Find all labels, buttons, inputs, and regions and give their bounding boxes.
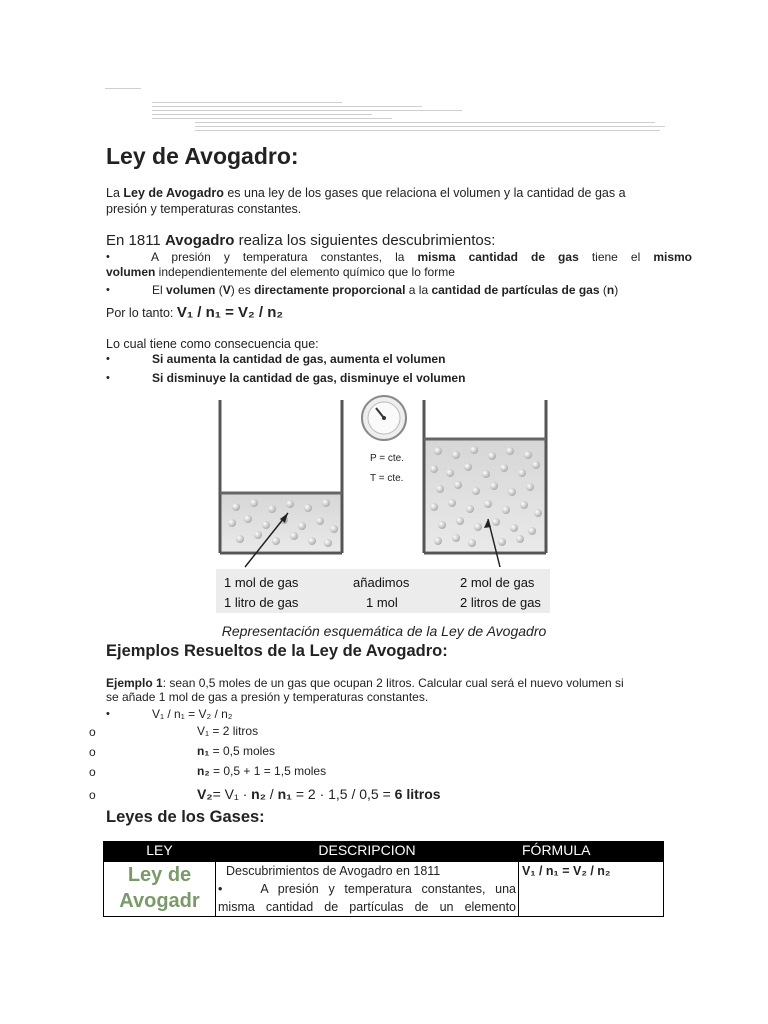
header-ley: LEY: [104, 842, 216, 862]
examples-heading: Ejemplos Resueltos de la Ley de Avogadro:: [106, 642, 448, 660]
law-name-cell: Ley de Avogadr: [104, 862, 216, 917]
list-marker: o: [89, 788, 96, 802]
table-row: [104, 862, 664, 917]
list-marker: o: [89, 745, 96, 759]
mid-label-1: añadimos: [353, 575, 410, 590]
header-fine-print: [105, 88, 665, 132]
header-formula: FÓRMULA: [519, 842, 664, 862]
pressure-gauge-icon: [362, 396, 406, 440]
law-description-cell: Descubrimientos de Avogadro en 1811 • A presión y temperatura constantes, una misma cantidad de partículas de un elemento: [216, 862, 519, 917]
avogadro-figure: [210, 395, 558, 617]
list-marker: o: [89, 765, 96, 779]
mid-label-2: 1 mol: [366, 595, 398, 610]
right-container: [424, 400, 546, 567]
example-result: V₂= V₁ · n₂ / n₁ = 2 · 1,5 / 0,5 = 6 litros: [197, 786, 441, 802]
page-title: Ley de Avogadro:: [106, 143, 299, 169]
right-label-2: 2 litros de gas: [460, 595, 541, 610]
table-header-row: [104, 842, 664, 862]
figure-caption: Representación esquemática de la Ley de Avogadro: [221, 623, 547, 639]
consequence-item-1: • Si aumenta la cantidad de gas, aumenta el volumen: [106, 352, 446, 366]
therefore-line: Por lo tanto: V₁ / n₁ = V₂ / n₂: [106, 304, 284, 321]
left-container: [220, 400, 342, 567]
laws-table: [103, 841, 664, 917]
consequence-item-2: • Si disminuye la cantidad de gas, disminuye el volumen: [106, 371, 466, 385]
example-step-2: n₁ = 0,5 moles: [197, 744, 275, 758]
discoveries-heading: En 1811 Avogadro realiza los siguientes descubrimientos:: [106, 232, 496, 249]
law-formula-cell: V₁ / n₁ = V₂ / n₂: [519, 862, 664, 917]
intro-paragraph: La Ley de Avogadro es una ley de los gases que relaciona el volumen y la cantidad de gas a presión y temperaturas constantes.: [106, 186, 626, 216]
example-step-3: n₂ = 0,5 + 1 = 1,5 moles: [197, 764, 327, 778]
example-step-1: V₁ = 2 litros: [197, 724, 259, 738]
laws-heading: Leyes de los Gases:: [106, 808, 265, 826]
header-descripcion: DESCRIPCION: [216, 842, 519, 862]
example-formula-bullet: • V₁ / n₁ = V₂ / n₂: [106, 707, 233, 721]
example-1-text: Ejemplo 1: sean 0,5 moles de un gas que ocupan 2 litros. Calcular cual será el nuevo volumen si se añade 1 mol de gas a presión y temperaturas constantes.: [106, 676, 624, 704]
left-label-2: 1 litro de gas: [224, 595, 299, 610]
discovery-bullet-1: • A presión y temperatura constantes, la misma cantidad de gas tiene el mismo volumen independientemente del elemento químico que lo forme: [106, 250, 692, 279]
discovery-bullet-2: • El volumen (V) es directamente proporcional a la cantidad de partículas de gas (n): [106, 283, 619, 297]
temperature-label: T = cte.: [370, 473, 404, 484]
right-label-1: 2 mol de gas: [460, 575, 535, 590]
consequence-intro: Lo cual tiene como consecuencia que:: [106, 337, 319, 351]
left-label-1: 1 mol de gas: [224, 575, 299, 590]
pressure-label: P = cte.: [370, 453, 405, 464]
list-marker: o: [89, 725, 96, 739]
